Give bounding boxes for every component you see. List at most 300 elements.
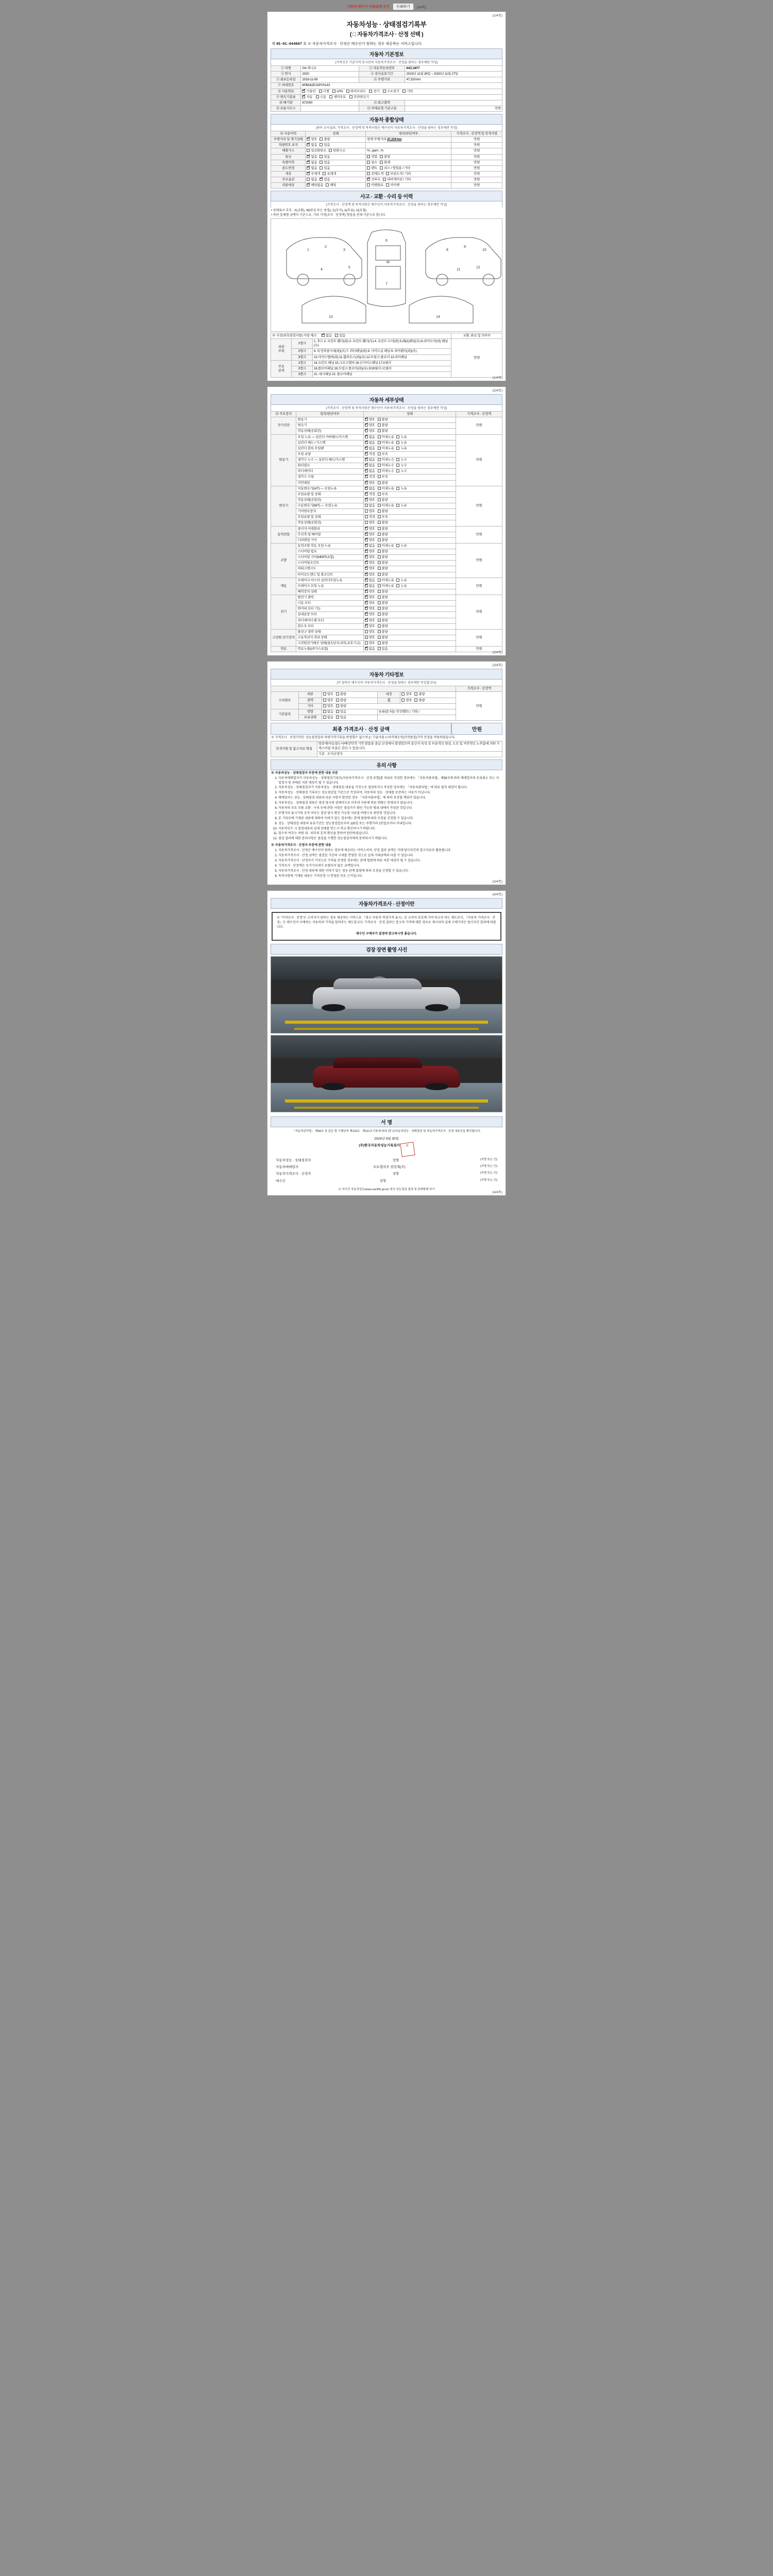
fuel-option[interactable]: 하이브리드: [346, 90, 366, 94]
checkbox-icon[interactable]: [378, 624, 381, 628]
checkbox-icon[interactable]: [378, 515, 381, 518]
detail-checkbox[interactable]: [365, 418, 375, 422]
checkbox-icon[interactable]: [378, 475, 381, 478]
table-row: [271, 77, 502, 83]
sig-seal[interactable]: (서명 또는 인): [480, 1178, 497, 1182]
inspection-photo-1: [271, 956, 502, 1033]
detail-checkbox[interactable]: [365, 567, 375, 571]
detail-checkbox[interactable]: [365, 579, 375, 583]
checkbox-icon[interactable]: [378, 647, 381, 650]
checkbox-icon[interactable]: [378, 487, 381, 490]
detail-checkbox[interactable]: [378, 418, 388, 422]
checkbox-icon[interactable]: [378, 573, 381, 576]
col-header: 상태: [363, 412, 456, 417]
checkbox-icon[interactable]: [396, 487, 399, 490]
checkbox-icon[interactable]: [396, 579, 399, 582]
checkbox-icon[interactable]: [378, 435, 381, 438]
checkbox-icon[interactable]: [365, 504, 368, 507]
detail-checkbox[interactable]: [365, 636, 375, 640]
detail-checkbox[interactable]: [365, 481, 375, 485]
sig-seal[interactable]: (서명 또는 인): [480, 1158, 497, 1162]
detail-checkbox[interactable]: [365, 447, 375, 451]
checkbox-icon[interactable]: [378, 533, 381, 536]
detail-checkbox[interactable]: [378, 475, 388, 479]
detail-checkbox[interactable]: [396, 544, 407, 548]
detail-checkbox[interactable]: [378, 624, 388, 629]
detail-checkbox[interactable]: [365, 429, 375, 433]
detail-checkbox[interactable]: [365, 573, 375, 577]
fuel-option[interactable]: 전기: [369, 90, 379, 94]
detail-item-state[interactable]: [363, 601, 456, 606]
checkbox-icon[interactable]: [365, 550, 368, 553]
row-state[interactable]: ✔ 없음 있음: [306, 143, 366, 148]
detail-checkbox[interactable]: [378, 429, 388, 433]
detail-item-state[interactable]: [363, 520, 456, 526]
detail-option-label: 없음: [368, 584, 375, 588]
row-state[interactable]: 없음 있음: [322, 715, 377, 720]
detail-item-state[interactable]: [363, 474, 456, 480]
checkbox-icon[interactable]: [396, 464, 399, 467]
detail-checkbox[interactable]: [396, 441, 407, 445]
checkbox-icon[interactable]: [365, 510, 368, 513]
detail-checkbox[interactable]: [378, 515, 388, 519]
row-state[interactable]: ✔ 해당없음 해당: [306, 183, 366, 189]
detail-checkbox[interactable]: [365, 555, 375, 560]
detail-checkbox[interactable]: [378, 423, 388, 428]
checkbox-icon[interactable]: [396, 584, 399, 587]
detail-item-state[interactable]: [363, 469, 456, 474]
detail-item-state[interactable]: [363, 446, 456, 451]
checkbox-icon[interactable]: [365, 527, 368, 530]
checkbox-icon[interactable]: [378, 429, 381, 432]
detail-option-label: 없음: [368, 578, 375, 582]
checkbox-icon[interactable]: [365, 418, 368, 421]
checkbox-icon[interactable]: [378, 469, 381, 472]
checkbox-icon[interactable]: [396, 544, 399, 547]
detail-checkbox[interactable]: [365, 464, 375, 468]
detail-item-state[interactable]: [363, 486, 456, 492]
detail-group-label: 원동기: [271, 434, 296, 486]
checkbox-icon[interactable]: [365, 561, 368, 564]
detail-checkbox[interactable]: [365, 487, 375, 491]
detail-item-state[interactable]: [363, 537, 456, 543]
checkbox-icon[interactable]: [378, 441, 381, 444]
detail-checkbox[interactable]: [378, 464, 394, 468]
parts-list: 13.사이드멤버(좌) 11.휠하우스(좌)(우) 12.트렁크 플로어 13.리어패널: [312, 354, 451, 360]
detail-item-label: 디퍼렌셜 기어: [296, 537, 363, 543]
detail-checkbox[interactable]: [396, 469, 407, 473]
checkbox-icon[interactable]: [365, 475, 368, 478]
svg-text:6: 6: [385, 239, 388, 243]
detail-option-label: 불량: [381, 429, 388, 433]
detail-checkbox[interactable]: [365, 441, 375, 445]
detail-item-state[interactable]: [363, 647, 456, 652]
print-button[interactable]: 인쇄하기: [393, 3, 414, 10]
checkbox-icon[interactable]: [365, 447, 368, 450]
table-row: [271, 148, 502, 154]
detail-checkbox[interactable]: [378, 533, 388, 537]
notice-link[interactable]: 기관의 페이지 인쇄실패 공지: [347, 5, 390, 9]
row-state[interactable]: ✔ 없음 있음: [306, 154, 366, 160]
detail-checkbox[interactable]: [365, 452, 375, 456]
checkbox-icon[interactable]: [396, 458, 399, 461]
row-state[interactable]: 없음 ✔ 있음: [306, 177, 366, 183]
transmission-option[interactable]: ✔ 자동: [302, 95, 312, 99]
checkbox-icon[interactable]: [378, 596, 381, 599]
checkbox-icon[interactable]: [365, 458, 368, 461]
checkbox-icon[interactable]: [378, 538, 381, 541]
checkbox-icon[interactable]: [378, 630, 381, 633]
detail-item-state[interactable]: [363, 629, 456, 635]
checkbox-icon[interactable]: [378, 579, 381, 582]
detail-checkbox[interactable]: [396, 584, 407, 588]
checkbox-icon[interactable]: [365, 573, 368, 576]
detail-checkbox[interactable]: [365, 561, 375, 565]
grade-label: 1랭크: [292, 360, 312, 366]
detail-checkbox[interactable]: [378, 607, 388, 611]
detail-checkbox[interactable]: [365, 493, 375, 497]
detail-item-state[interactable]: [363, 543, 456, 549]
detail-option-label: 불량: [381, 572, 388, 577]
row-detail: 적법 불법: [366, 154, 451, 160]
detail-item-label: 시동 모터: [296, 601, 363, 606]
detail-checkbox[interactable]: [365, 515, 375, 519]
detail-item-state[interactable]: [363, 497, 456, 503]
checkbox-icon[interactable]: [365, 647, 368, 650]
checkbox-icon[interactable]: [365, 630, 368, 633]
sig-seal[interactable]: (서명 또는 인): [480, 1172, 497, 1175]
checkbox-icon[interactable]: [365, 487, 368, 490]
checkbox-icon[interactable]: [365, 555, 368, 558]
checkbox-icon[interactable]: [365, 636, 368, 639]
row-state[interactable]: 양호 불량: [322, 692, 377, 698]
detail-item-state[interactable]: [363, 532, 456, 537]
row-state[interactable]: ✔ 무채색 유채색: [306, 171, 366, 177]
checkbox-icon[interactable]: [378, 619, 381, 622]
checkbox-icon[interactable]: [365, 464, 368, 467]
table-header-row: [271, 412, 502, 417]
detail-checkbox[interactable]: [396, 447, 407, 451]
sig-seal[interactable]: (서명 또는 인): [480, 1165, 497, 1168]
detail-option-label: 없음: [368, 446, 375, 450]
group-label: 주요 골격: [271, 360, 292, 377]
checkbox-icon[interactable]: [365, 429, 368, 432]
detail-option-label: 미세누수: [381, 469, 394, 473]
detail-checkbox[interactable]: [378, 584, 394, 588]
price-notice-bold: 매수인 구매자가 결정에 참고하시면 좋습니다.: [356, 933, 417, 936]
detail-option-label: 부족: [381, 452, 388, 456]
checkbox-icon[interactable]: [365, 619, 368, 622]
detail-checkbox[interactable]: [365, 521, 375, 525]
checkbox-icon[interactable]: [378, 510, 381, 513]
detail-item-state[interactable]: [363, 440, 456, 446]
checkbox-icon[interactable]: [365, 515, 368, 518]
detail-checkbox[interactable]: [365, 527, 375, 531]
checkbox-icon[interactable]: [378, 590, 381, 593]
transmission-option[interactable]: 세미오토: [329, 95, 346, 99]
detail-checkbox[interactable]: [378, 641, 388, 646]
checkbox-icon[interactable]: [378, 458, 381, 461]
detail-checkbox[interactable]: [365, 550, 375, 554]
checkbox-icon[interactable]: [396, 447, 399, 450]
detail-checkbox[interactable]: [365, 498, 375, 502]
row-label: 방향: [298, 709, 322, 715]
detail-option-label: 누유: [400, 440, 407, 445]
detail-checkbox[interactable]: [378, 447, 394, 451]
detail-item-state[interactable]: [363, 492, 456, 497]
detail-item-state[interactable]: [363, 595, 456, 601]
detail-checkbox[interactable]: [378, 527, 388, 531]
detail-checkbox[interactable]: [378, 544, 394, 548]
detail-checkbox[interactable]: [365, 544, 375, 548]
checkbox-icon[interactable]: [378, 550, 381, 553]
detail-item-label: 충전구 절연 상태: [296, 629, 363, 635]
checkbox-icon[interactable]: [365, 584, 368, 587]
row-detail: 이행완료 미이행: [366, 183, 451, 189]
detail-checkbox[interactable]: [378, 487, 394, 491]
checkbox-icon[interactable]: [365, 590, 368, 593]
detail-checkbox[interactable]: [378, 567, 388, 571]
checkbox-icon[interactable]: [365, 596, 368, 599]
basic-value: 47,319 km: [405, 77, 502, 83]
detail-checkbox[interactable]: [378, 538, 388, 543]
detail-checkbox[interactable]: [396, 458, 407, 462]
checkbox-icon[interactable]: [378, 447, 381, 450]
checkbox-icon[interactable]: [378, 464, 381, 467]
checkbox-icon[interactable]: [365, 521, 368, 524]
checkbox-icon[interactable]: [378, 601, 381, 604]
detail-checkbox[interactable]: [378, 579, 394, 583]
doc-number-prefix: 제: [272, 42, 275, 46]
detail-checkbox[interactable]: [378, 601, 388, 605]
detail-checkbox[interactable]: [378, 619, 388, 623]
detail-item-state[interactable]: [363, 509, 456, 515]
checkbox-icon[interactable]: [378, 561, 381, 564]
detail-checkbox[interactable]: [365, 596, 375, 600]
detail-item-label: 스티어링조인트: [296, 561, 363, 566]
detail-item-state[interactable]: [363, 618, 456, 623]
detail-checkbox[interactable]: [378, 481, 388, 485]
detail-checkbox[interactable]: [378, 647, 388, 651]
seat-value: [301, 106, 359, 111]
checkbox-icon[interactable]: [378, 504, 381, 507]
detail-checkbox[interactable]: [365, 641, 375, 646]
checkbox-icon[interactable]: [365, 469, 368, 472]
checkbox-icon[interactable]: [365, 579, 368, 582]
detail-item-state[interactable]: [363, 463, 456, 469]
detail-checkbox[interactable]: [378, 636, 388, 640]
detail-checkbox[interactable]: [378, 441, 394, 445]
detail-checkbox[interactable]: [396, 487, 407, 491]
checkbox-icon[interactable]: [378, 521, 381, 524]
fuel-option[interactable]: 기타: [402, 90, 413, 94]
checkbox-icon[interactable]: [365, 607, 368, 610]
detail-item-state[interactable]: [363, 515, 456, 520]
detail-checkbox[interactable]: [365, 601, 375, 605]
external-check-row[interactable]: ※ 시진(외측점검사항) 사항 체크 ✔ 없음 있음: [271, 333, 451, 339]
detail-checkbox[interactable]: [378, 550, 388, 554]
detail-checkbox[interactable]: [378, 573, 388, 577]
detail-checkbox[interactable]: [365, 647, 375, 651]
detail-checkbox[interactable]: [378, 452, 388, 456]
detail-item-state[interactable]: [363, 641, 456, 647]
detail-item-state[interactable]: [363, 561, 456, 566]
checkbox-icon[interactable]: [365, 498, 368, 501]
detail-checkbox[interactable]: [365, 619, 375, 623]
checkbox-icon[interactable]: [365, 423, 368, 427]
detail-checkbox[interactable]: [378, 555, 388, 560]
checkbox-icon[interactable]: [378, 452, 381, 455]
row-state[interactable]: 양호 불량: [322, 703, 456, 709]
detail-item-state[interactable]: [363, 572, 456, 578]
transmission-option[interactable]: 수동: [316, 95, 326, 99]
row-state[interactable]: 없음 있음: [322, 709, 377, 715]
detail-item-state[interactable]: [363, 423, 456, 429]
checkbox-icon[interactable]: [365, 493, 368, 496]
row-state[interactable]: 양호 불량: [322, 698, 377, 703]
detail-checkbox[interactable]: [365, 630, 375, 634]
transmission-option[interactable]: 무단변속기: [349, 95, 369, 99]
detail-checkbox[interactable]: [378, 613, 388, 617]
detail-checkbox[interactable]: [396, 579, 407, 583]
detail-option-label: 누유: [400, 584, 407, 588]
checkbox-icon[interactable]: [378, 493, 381, 496]
detail-item-state[interactable]: [363, 480, 456, 486]
detail-item-state[interactable]: [363, 566, 456, 572]
detail-checkbox[interactable]: [378, 590, 388, 594]
detail-checkbox[interactable]: [365, 469, 375, 473]
row-state[interactable]: 일산화탄소 탄화수소: [306, 148, 366, 154]
detail-checkbox[interactable]: [365, 590, 375, 594]
detail-checkbox[interactable]: [365, 584, 375, 588]
checkbox-icon[interactable]: [378, 607, 381, 610]
fuel-option[interactable]: LPG: [332, 90, 343, 94]
checkbox-icon[interactable]: [378, 481, 381, 484]
detail-checkbox[interactable]: [378, 498, 388, 502]
detail-item-state[interactable]: [363, 417, 456, 423]
detail-checkbox[interactable]: [365, 475, 375, 479]
checkbox-icon[interactable]: [365, 538, 368, 541]
detail-item-state[interactable]: [363, 503, 456, 509]
signature-row: [271, 1164, 502, 1171]
checkbox-icon[interactable]: [378, 527, 381, 530]
detail-item-state[interactable]: [363, 526, 456, 532]
checkbox-icon[interactable]: [365, 441, 368, 444]
checkbox-icon[interactable]: [365, 435, 368, 438]
detail-checkbox[interactable]: [365, 458, 375, 462]
row-state[interactable]: ✔ 양호 불량: [306, 137, 366, 143]
detail-item-state[interactable]: [363, 555, 456, 561]
detail-checkbox[interactable]: [365, 607, 375, 611]
checkbox-icon[interactable]: [396, 469, 399, 472]
checkbox-icon[interactable]: [378, 584, 381, 587]
checkbox-icon[interactable]: [378, 418, 381, 421]
detail-checkbox[interactable]: [378, 561, 388, 565]
detail-option-label: 양호: [368, 630, 375, 634]
checkbox-icon[interactable]: [365, 452, 368, 455]
detail-checkbox[interactable]: [378, 469, 394, 473]
detail-checkbox[interactable]: [396, 504, 407, 508]
detail-checkbox[interactable]: [365, 624, 375, 629]
detail-option-label: 누유: [400, 446, 407, 450]
checkbox-icon[interactable]: [378, 555, 381, 558]
detail-checkbox[interactable]: [378, 493, 388, 497]
detail-item-label: 오일유량 및 상태: [296, 515, 363, 520]
fuel-option[interactable]: 수소전기: [383, 90, 399, 94]
checkbox-icon[interactable]: [365, 613, 368, 616]
checkbox-icon[interactable]: [396, 435, 399, 438]
checkbox-icon[interactable]: [378, 641, 381, 645]
detail-item-state[interactable]: [363, 623, 456, 629]
checkbox-icon[interactable]: [365, 544, 368, 547]
row-state[interactable]: ✔ 없음 있음: [306, 165, 366, 171]
checkbox-icon[interactable]: [378, 636, 381, 639]
detail-checkbox[interactable]: [365, 510, 375, 514]
detail-item-state[interactable]: [363, 589, 456, 595]
detail-item-state[interactable]: [363, 606, 456, 612]
checkbox-icon[interactable]: [378, 567, 381, 570]
detail-checkbox[interactable]: [365, 504, 375, 508]
detail-checkbox[interactable]: [378, 630, 388, 634]
detail-checkbox[interactable]: [365, 613, 375, 617]
checkbox-icon[interactable]: [378, 498, 381, 501]
fuel-option[interactable]: ✔ 가솔린: [302, 90, 315, 94]
detail-item-label: 스티어링 기어(MDPS포함): [296, 555, 363, 561]
detail-item-state[interactable]: [363, 451, 456, 457]
checkbox-icon[interactable]: [365, 481, 368, 484]
fuel-option[interactable]: 디젤: [319, 90, 329, 94]
row-state[interactable]: ✔ 없음 있음: [306, 160, 366, 165]
detail-item-state[interactable]: [363, 457, 456, 463]
detail-checkbox[interactable]: [365, 533, 375, 537]
detail-checkbox[interactable]: [378, 521, 388, 525]
detail-item-state[interactable]: [363, 549, 456, 555]
detail-item-label: 구동축전지 격리 상태: [296, 635, 363, 640]
detail-checkbox[interactable]: [365, 435, 375, 439]
checkbox-icon[interactable]: [365, 533, 368, 536]
checkbox-icon[interactable]: [396, 441, 399, 444]
checkbox-icon[interactable]: [396, 504, 399, 507]
row-state[interactable]: 양호 불량: [400, 692, 456, 698]
row-state[interactable]: 양호 불량: [400, 698, 456, 703]
checkbox-icon[interactable]: [378, 423, 381, 427]
detail-option-label: 누수: [400, 464, 407, 468]
checkbox-icon[interactable]: [378, 613, 381, 616]
price-notice-box: [272, 912, 501, 941]
detail-item-state[interactable]: [363, 578, 456, 583]
checkbox-icon[interactable]: [365, 641, 368, 645]
detail-item-state[interactable]: [363, 583, 456, 589]
checkbox-icon[interactable]: [365, 567, 368, 570]
checkbox-icon[interactable]: [378, 544, 381, 547]
detail-checkbox[interactable]: [396, 464, 407, 468]
detail-item-state[interactable]: [363, 429, 456, 434]
detail-item-state[interactable]: [363, 612, 456, 618]
detail-checkbox[interactable]: [365, 538, 375, 543]
detail-checkbox[interactable]: [365, 423, 375, 428]
detail-checkbox[interactable]: [378, 435, 394, 439]
detail-checkbox[interactable]: [378, 504, 394, 508]
detail-checkbox[interactable]: [396, 435, 407, 439]
detail-item-state[interactable]: [363, 635, 456, 640]
checkbox-icon[interactable]: [365, 601, 368, 604]
detail-checkbox[interactable]: [378, 596, 388, 600]
checkbox-icon[interactable]: [365, 624, 368, 628]
detail-checkbox[interactable]: [378, 510, 388, 514]
detail-checkbox[interactable]: [378, 458, 394, 462]
detail-item-state[interactable]: [363, 434, 456, 440]
page-1: [267, 11, 506, 381]
